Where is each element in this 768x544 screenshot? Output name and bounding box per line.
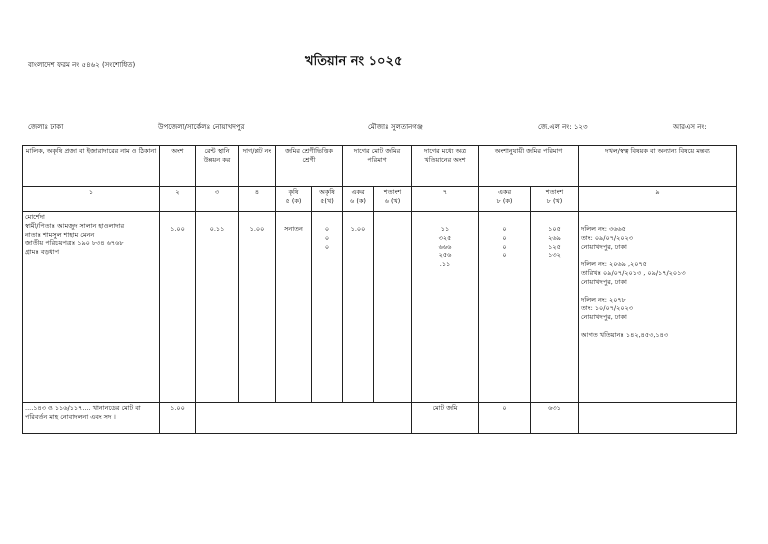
remarks-cell: দলিল নং: ৩৬৬৫ তাং: ০৯/০৭/২০২৩ নোয়াখদপুর, ঢাকা দলিল নং: ২০৬৯ ,২০৭৫ তারিখঃ ০৯/০৭/২০১৩ , ০৯/১৭/২০১৩ নোয়াখদপুর, ঢাকা দলিল নং: ২০৭৮ তাং: ১০/০৭/২০২৩ নোয়াখদপুর, ঢাকা আগত খতিয়ানঃ ১৪২,৪৫৩,১৪৩ bbox=[579, 212, 737, 403]
header-row bbox=[23, 146, 737, 187]
col-num-acre: একর ৬ (ক) bbox=[343, 187, 374, 212]
footer-row bbox=[23, 403, 737, 434]
dag-share-cell: ১১ ৩২৫ ৬৬৬ ২৫৬ .১১ bbox=[412, 212, 479, 403]
rs-number-label: আরএস নং: bbox=[673, 123, 707, 131]
footer-total-acre: ০ bbox=[479, 403, 531, 434]
col-num-okrishi: অকৃষি ৫(খ) bbox=[312, 187, 343, 212]
shotangsho-cell bbox=[374, 212, 412, 403]
district-label: জেলাঃ ঢাকা bbox=[28, 123, 64, 131]
col-num: ৩ bbox=[196, 187, 239, 212]
share-acre-cell: ০ ০ ০ ০ bbox=[479, 212, 531, 403]
header-revenue: রেন্ট স্থানি উন্নয়ন কর bbox=[196, 146, 239, 187]
header-share: অংশ bbox=[160, 146, 196, 187]
krishi-cell: সনাতন bbox=[276, 212, 312, 403]
mouza-label: মৌজাঃ সুলতানগঞ্জ bbox=[368, 123, 423, 131]
header-land-class: জমির শ্রেণীভিত্তিক শ্রেণী bbox=[276, 146, 343, 187]
jl-number-label: জে.এল নং: ১২৩ bbox=[538, 123, 588, 131]
col-num-krishi: কৃষি ৫ (ক) bbox=[276, 187, 312, 212]
col-num: ২ bbox=[160, 187, 196, 212]
header-remarks: দখল/স্বত্ব বিষয়ক বা অন্যান্য বিষয়ে মন্তব্য bbox=[579, 146, 737, 187]
col-num: ৯ bbox=[579, 187, 737, 212]
owner-cell: মোর্শেদা স্বামী/পিতাঃ আমজুদ সালান হাওলাদার নাতাঃ শামসুল শাহাম মেনন জাতীয় পরিচয়পত্রঃ ১৯০ ৮৩৪ ৬৭৬৮ গ্রামঃ বড়ধাপ bbox=[23, 212, 160, 403]
dag-cell: ১.০০ bbox=[239, 212, 276, 403]
page-title: খতিয়ান নং ১০২৫ bbox=[305, 54, 403, 69]
column-number-row bbox=[23, 187, 737, 212]
footer-remarks bbox=[579, 403, 737, 434]
form-number: বাংলাদেশ ফরম নং ৫৪৬২ (সংশোধিত) bbox=[28, 61, 136, 69]
footer-note: ....১৪৩ ও ১১৬/১১৭.... খানানডের মোট বা পরিবর্তন মাহ নোবাদলনা এবং সদ । bbox=[23, 403, 160, 434]
okrishi-cell: ০ ০ ০ bbox=[312, 212, 343, 403]
upazila-label: উপজেলা/সার্কেলঃ নোয়াখদপুর bbox=[158, 123, 245, 131]
col-num-acre: একর ৮ (ক) bbox=[479, 187, 531, 212]
col-num: ৭ bbox=[412, 187, 479, 212]
col-num-shotangsho: শতাংশ ৮ (খ) bbox=[531, 187, 579, 212]
khatian-table bbox=[22, 145, 737, 434]
col-num-shotangsho: শতাংশ ৬ (খ) bbox=[374, 187, 412, 212]
footer-total-label: মোট জমি bbox=[412, 403, 479, 434]
header-owner: মালিক, অকৃষি প্রজা বা ইজারাদারের নাম ও ঠিকানা bbox=[23, 146, 160, 187]
col-num: ৪ bbox=[239, 187, 276, 212]
acre-cell: ১.০০ bbox=[343, 212, 374, 403]
header-share-land: অংশানুযায়ী জমির পরিমাণ bbox=[479, 146, 579, 187]
table-row bbox=[23, 212, 737, 403]
share-shotangsho-cell: ১০৫ ২৬৯ ১২৫ ১৩২ bbox=[531, 212, 579, 403]
share-cell: ১.০০ bbox=[160, 212, 196, 403]
col-num: ১ bbox=[23, 187, 160, 212]
header-dag-share: দাগের মধ্যে অত্র খতিয়ানের অংশ bbox=[412, 146, 479, 187]
header-dag: দাগ/প্লট নং bbox=[239, 146, 276, 187]
footer-total-shotangsho: ৬৩১ bbox=[531, 403, 579, 434]
footer-empty bbox=[196, 403, 412, 434]
footer-share: ১.০০ bbox=[160, 403, 196, 434]
header-total-land: দাগের মোট জমির পরিমাণ bbox=[343, 146, 412, 187]
revenue-cell: ০.১১ bbox=[196, 212, 239, 403]
